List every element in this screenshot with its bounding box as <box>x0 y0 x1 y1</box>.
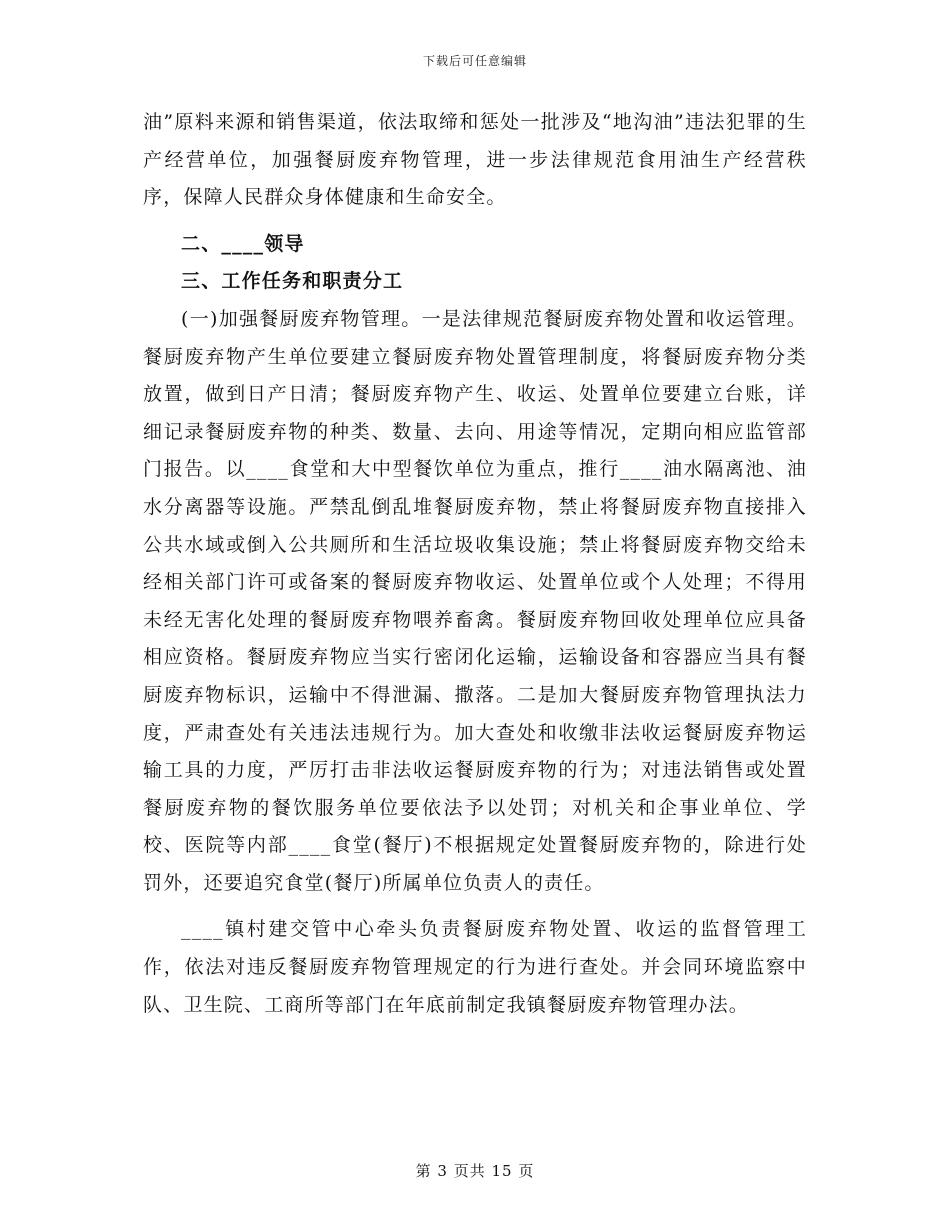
paragraph-continuation: 油”原料来源和销售渠道，依法取缔和惩处一批涉及“地沟油”违法犯罪的生产经营单位，加强餐厨废弃物管理，进一步法律规范食用油生产经营秩序，保障人民群众身体健康和生命安全。 <box>143 111 807 209</box>
paragraph-kitchen-waste: (一)加强餐厨废弃物管理。一是法律规范餐厨废弃物处置和收运管理。餐厨废弃物产生单位要建立餐厨废弃物处置管理制度，将餐厨废弃物分类放置，做到日产日清；餐厨废弃物产生、收运、处置单位要建立台账，详细记录餐厨废弃物的种类、数量、去向、用途等情况，定期向相应监管部门报告。以____食堂和大中型餐饮单位为重点，推行____油水隔离池、油水分离器等设施。严禁乱倒乱堆餐厨废弃物，禁止将餐厨废弃物直接排入公共水域或倒入公共厕所和生活垃圾收集设施；禁止将餐厨废弃物交给未经相关部门许可或备案的餐厨废弃物收运、处置单位或个人处理；不得用未经无害化处理的餐厨废弃物喂养畜禽。餐厨废弃物回收处理单位应具备相应资格。餐厨废弃物应当实行密闭化运输，运输设备和容器应当具有餐厨废弃物标识，运输中不得泄漏、撒落。二是加大餐厨废弃物管理执法力度，严肃查处有关违法违规行为。加大查处和收缴非法收运餐厨废弃物运输工具的力度，严厉打击非法收运餐厨废弃物的行为；对违法销售或处置餐厨废弃物的餐饮服务单位要依法予以处罚；对机关和企事业单位、学校、医院等内部____食堂(餐厅)不根据规定处置餐厨废弃物的，除进行处罚外，还要追究食堂(餐厅)所属单位负责人的责任。 <box>143 307 807 894</box>
page-number: 第 3 页共 15 页 <box>415 1162 535 1180</box>
document-body <box>143 104 807 1024</box>
section-heading-tasks: 三、工作任务和职责分工 <box>181 270 404 293</box>
page-header: 下载后可任意编辑 <box>422 54 527 68</box>
paragraph-town-center: ____镇村建交管中心牵头负责餐厨废弃物处置、收运的监督管理工作，依法对违反餐厨废弃物管理规定的行为进行查处。并会同环境监察中队、卫生院、工商所等部门在年底前制定我镇餐厨废弃物管理办法。 <box>143 918 807 1016</box>
section-heading-leadership: 二、____领导 <box>181 232 305 255</box>
